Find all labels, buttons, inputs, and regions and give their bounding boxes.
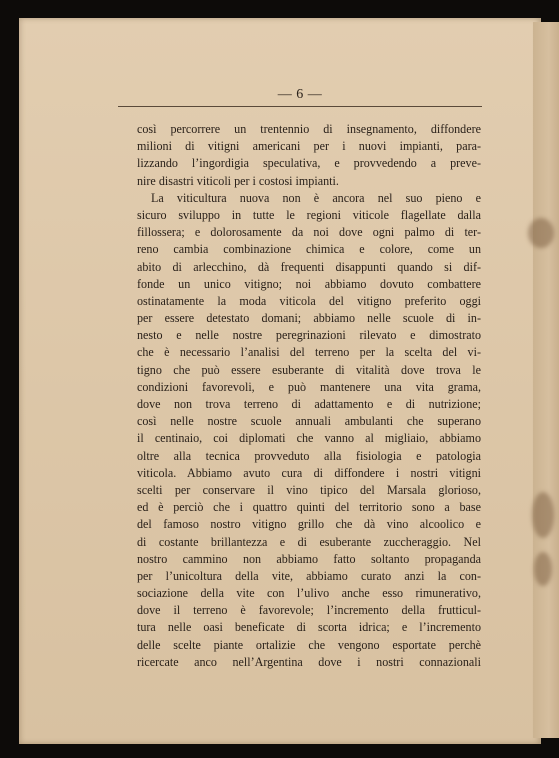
text-line: La viticultura nuova non è ancora nel suo pieno e [151,190,481,205]
page-stain [528,218,554,248]
text-line: nesto e nelle nostre peregrinazioni rilevato e dimostrato [137,328,481,343]
text-line: reno cambia combinazione chimica e colore, come un [137,242,481,257]
adjacent-page-edge [533,22,559,738]
text-line: ostinatamente la moda viticola del vitigno preferito oggi [137,293,481,308]
body-text [137,121,481,671]
text-line: il centinaio, coi diplomati che vanno al migliaio, abbiamo [137,431,481,446]
text-line: così nelle nostre scuole annuali ambulanti che superano [137,414,481,429]
text-line: abito di arlecchino, dà frequenti disappunti quando si dif- [137,259,481,274]
text-line: nire disastri viticoli per i costosi impianti. [137,173,339,188]
text-line: di costante brillantezza e di esuberante zuccheraggio. Nel [137,534,481,549]
text-line: nostro cammino non abbiamo fatto soltanto propaganda [137,551,481,566]
text-line: sicuro sviluppo in tutte le regioni viticole flagellate dalla [137,207,481,222]
text-line: ricercate anco nell’Argentina dove i nostri connazionali [137,654,481,669]
text-line: tura nelle oasi beneficate di scorta idrica; e l’incremento [137,620,481,635]
text-line: che è necessario l’analisi del terreno per la scelta del vi- [137,345,481,360]
header-rule [118,106,482,107]
text-line: per l’unicoltura della vite, abbiamo curato anzi la con- [137,568,481,583]
text-line: ed è perciò che i quattro quinti del territorio sono a base [137,500,481,515]
text-line: scelti per conservare il vino tipico del Marsala glorioso, [137,482,481,497]
text-line: così percorrere un trentennio di insegnamento, diffondere [137,122,481,136]
text-line: per essere detestato domani; abbiamo nelle scuole di in- [137,311,481,326]
text-line: sociazione della vite con l’ulivo anche esso rimunerativo, [137,586,481,601]
text-line: dove il terreno è favorevole; l’incremento della frutticul- [137,603,481,618]
text-line: milioni di vitigni americani per i nuovi impianti, para- [137,139,481,154]
text-line: lizzando l’ingordigia speculativa, e provvedendo a preve- [137,156,481,171]
text-line: oltre alla tecnica provveduto alla fisiologia e patologia [137,448,481,463]
text-line: dove non trova terreno di adattamento e di nutrizione; [137,397,481,411]
text-line: viticola. Abbiamo avuto cura di diffondere i nostri vitigni [137,465,481,480]
page-stain [532,492,554,538]
text-line: fonde un unico vitigno; noi abbiamo dovuto combattere [137,276,481,291]
text-line: fillossera; e dolorosamente da noi dove ogni palmo di ter- [137,225,481,240]
page-stain [534,552,552,586]
page-number: — 6 — [277,87,323,102]
text-line: condizioni favorevoli, e può mantenere una vita grama, [137,379,481,394]
page-header [118,86,482,107]
text-line: del famoso nostro vitigno grillo che dà vino alcoolico e [137,517,481,532]
text-line: delle scelte piante ortalizie che vengono esportate perchè [137,637,481,652]
text-line: tigno che può essere esuberante di vitalità dove trova le [137,362,481,377]
